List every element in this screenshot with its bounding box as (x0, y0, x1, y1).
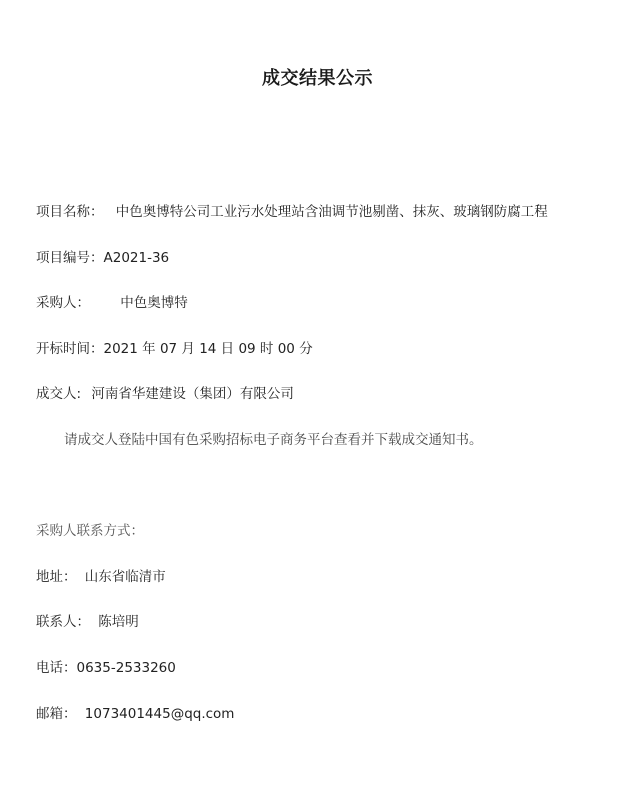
winner-value: 河南省华建建设（集团）有限公司 (91, 386, 294, 402)
winner-label: 成交人: (36, 386, 82, 402)
open-time-row (36, 340, 313, 358)
phone-value: 0635-2533260 (76, 660, 176, 676)
project-name-label: 项目名称： (36, 204, 104, 220)
buyer-value: 中色奥博特 (120, 295, 188, 311)
address-label: 地址： (36, 569, 77, 585)
project-number-row (36, 249, 169, 267)
notice-text: 请成交人登陆中国有色采购招标电子商务平台查看并下载成交通知书。 (64, 432, 483, 448)
project-name-row (36, 203, 548, 221)
email-row (36, 705, 234, 723)
buyer-row (36, 294, 188, 312)
contact-person-value: 陈培明 (98, 614, 139, 630)
page-title: 成交结果公示 (262, 68, 373, 89)
contact-person-row (36, 613, 139, 631)
contact-heading: 采购人联系方式： (36, 523, 144, 539)
email-value: 1073401445@qq.com (84, 706, 235, 722)
address-row (36, 568, 166, 586)
contact-person-label: 联系人： (36, 614, 90, 630)
phone-row (36, 659, 176, 677)
project-number-value: A2021-36 (103, 250, 170, 266)
open-time-value: 2021 年 07 月 14 日 09 时 00 分 (103, 341, 313, 357)
winner-row (36, 385, 294, 403)
email-label: 邮箱： (36, 706, 77, 722)
buyer-label: 采购人： (36, 295, 90, 311)
open-time-label: 开标时间： (36, 341, 104, 357)
address-value: 山东省临清市 (84, 569, 166, 585)
phone-label: 电话： (36, 660, 77, 676)
project-name-value: 中色奥博特公司工业污水处理站含油调节池剔凿、抹灰、玻璃钢防腐工程 (115, 204, 548, 220)
project-number-label: 项目编号： (36, 250, 104, 266)
